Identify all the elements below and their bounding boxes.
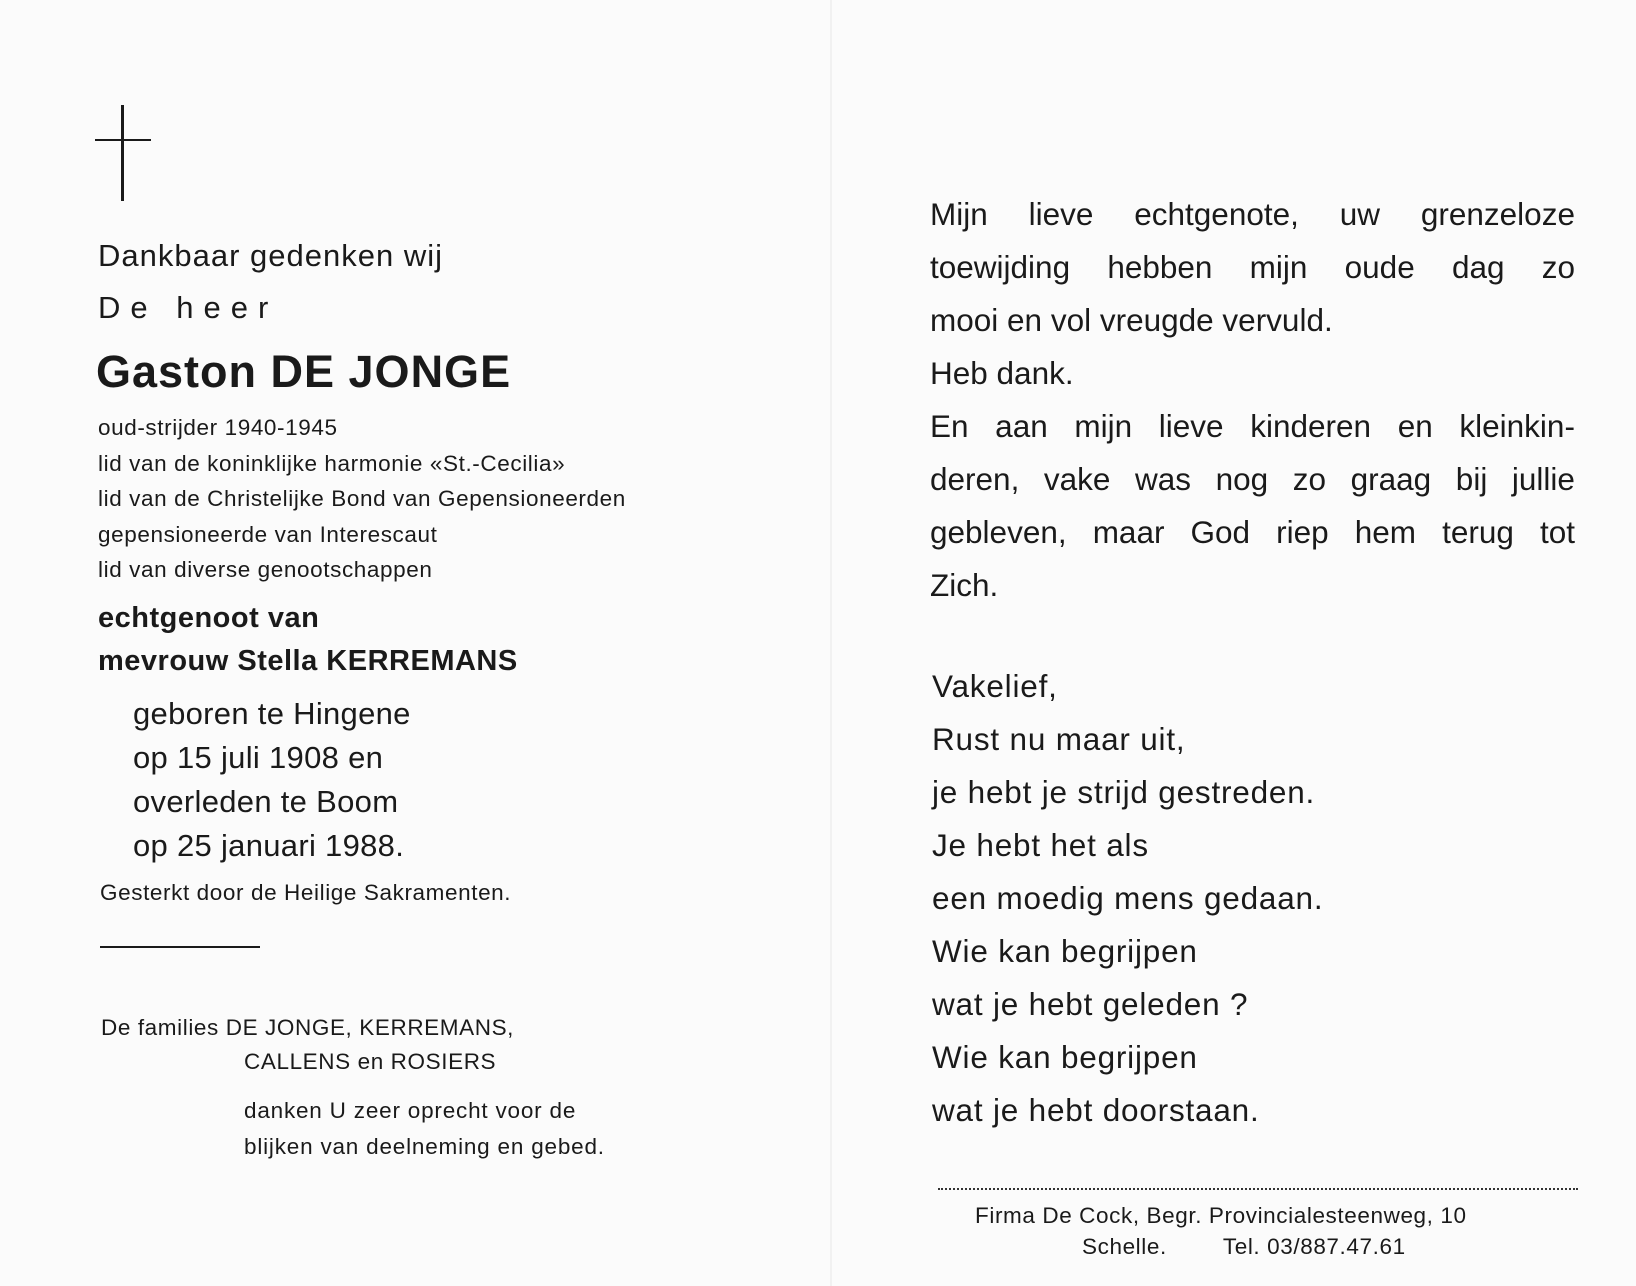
message-word: lieve <box>1028 196 1094 232</box>
message-word: nog <box>1215 461 1269 497</box>
undertaker-line: Firma De Cock, Begr. Provincialesteenweg, 10 <box>975 1203 1467 1228</box>
message-word: toewijding <box>930 249 1071 285</box>
message-word: mijn <box>1074 408 1133 444</box>
message-word: Mijn <box>930 196 988 232</box>
message-word: dag <box>1451 249 1505 285</box>
poem-line: Rust nu maar uit, <box>932 721 1186 757</box>
poem-line: Wie kan begrijpen <box>932 933 1198 969</box>
detail-line: oud-strijder 1940-1945 <box>98 415 338 440</box>
thanks-line: danken U zeer oprecht voor de <box>244 1098 577 1123</box>
spouse-line: mevrouw Stella KERREMANS <box>98 645 518 677</box>
message-word: hem <box>1354 514 1417 550</box>
birth-death-line: overleden te Boom <box>133 784 399 819</box>
message-word: terug <box>1442 514 1514 550</box>
message-word: graag <box>1350 461 1432 497</box>
poem <box>932 660 1323 1137</box>
message-line <box>930 559 1575 612</box>
personal-message <box>930 188 1575 612</box>
detail-line: lid van de koninklijke harmonie «St.-Cecilia» <box>98 450 566 476</box>
thanks-line: blijken van deelneming en gebed. <box>244 1134 605 1159</box>
details-list <box>98 410 626 588</box>
message-line <box>930 188 1575 241</box>
divider <box>100 946 260 948</box>
message-line <box>930 294 1575 347</box>
message-word: hebben <box>1107 249 1213 285</box>
message-word: oude <box>1344 249 1415 285</box>
birth-death-line: geboren te Hingene <box>133 696 411 731</box>
message-line <box>930 241 1575 294</box>
dotted-separator <box>938 1188 1578 1190</box>
poem-line: wat je hebt geleden ? <box>932 986 1249 1022</box>
poem-line: je hebt je strijd gestreden. <box>932 774 1316 810</box>
families-line: CALLENS en ROSIERS <box>244 1049 497 1074</box>
families-block <box>101 1011 514 1079</box>
detail-line: lid van diverse genootschappen <box>98 557 433 582</box>
poem-line: Vakelief, <box>932 668 1058 704</box>
message-word: maar <box>1092 514 1165 550</box>
message-line <box>930 400 1575 453</box>
spouse-line: echtgenoot van <box>98 602 320 634</box>
detail-line: gepensioneerde van Interescaut <box>98 521 438 547</box>
message-word: kinderen <box>1250 408 1372 444</box>
message-word: Heb dank. <box>930 355 1074 391</box>
undertaker-line-2 <box>975 1231 1467 1262</box>
message-word: echtgenote, <box>1134 196 1299 232</box>
undertaker-city: Schelle. <box>1082 1234 1167 1259</box>
sacrament-line: Gesterkt door de Heilige Sakramenten. <box>100 880 512 905</box>
message-word: deren, <box>930 461 1020 497</box>
intro-line-1: Dankbaar gedenken wij <box>98 238 443 273</box>
poem-line: een moedig mens gedaan. <box>932 880 1324 916</box>
poem-line: Je hebt het als <box>932 827 1149 863</box>
message-word: en <box>1397 408 1433 444</box>
birth-death-line: op 15 juli 1908 en <box>133 740 384 775</box>
message-word: bij <box>1455 461 1488 497</box>
undertaker-phone: Tel. 03/887.47.61 <box>1222 1234 1406 1259</box>
thanks-block <box>244 1093 605 1165</box>
birth-death-block <box>133 692 411 868</box>
cross-icon <box>95 105 151 201</box>
message-word: tot <box>1539 514 1575 550</box>
message-word: gebleven, <box>930 514 1067 550</box>
message-word: kleinkin- <box>1459 408 1575 444</box>
message-line <box>930 347 1575 400</box>
poem-line: Wie kan begrijpen <box>932 1039 1198 1075</box>
message-word: mijn <box>1249 249 1308 285</box>
message-word: zo <box>1292 461 1327 497</box>
message-word: mooi en vol vreugde vervuld. <box>930 302 1333 338</box>
deceased-name: Gaston DE JONGE <box>96 346 512 397</box>
message-word: grenzeloze <box>1420 196 1575 232</box>
families-line: De families DE JONGE, KERREMANS, <box>101 1015 515 1040</box>
message-word: zo <box>1541 249 1575 285</box>
message-word: God <box>1190 514 1251 550</box>
undertaker-info <box>975 1200 1467 1262</box>
spouse-block <box>98 597 518 683</box>
message-word: was <box>1135 461 1192 497</box>
intro-line-2: De heer <box>98 290 279 325</box>
fold-line <box>830 0 832 1286</box>
poem-line: wat je hebt doorstaan. <box>932 1092 1260 1128</box>
message-word: jullie <box>1511 461 1575 497</box>
message-word: lieve <box>1158 408 1224 444</box>
message-word: En <box>930 408 969 444</box>
message-word: aan <box>995 408 1048 444</box>
message-word: uw <box>1339 196 1381 232</box>
birth-death-line: op 25 januari 1988. <box>133 828 405 863</box>
message-word: vake <box>1043 461 1111 497</box>
message-word: Zich. <box>930 567 999 603</box>
detail-line: lid van de Christelijke Bond van Gepensioneerden <box>98 486 626 511</box>
message-line <box>930 453 1575 506</box>
message-word: riep <box>1276 514 1329 550</box>
message-line <box>930 506 1575 559</box>
